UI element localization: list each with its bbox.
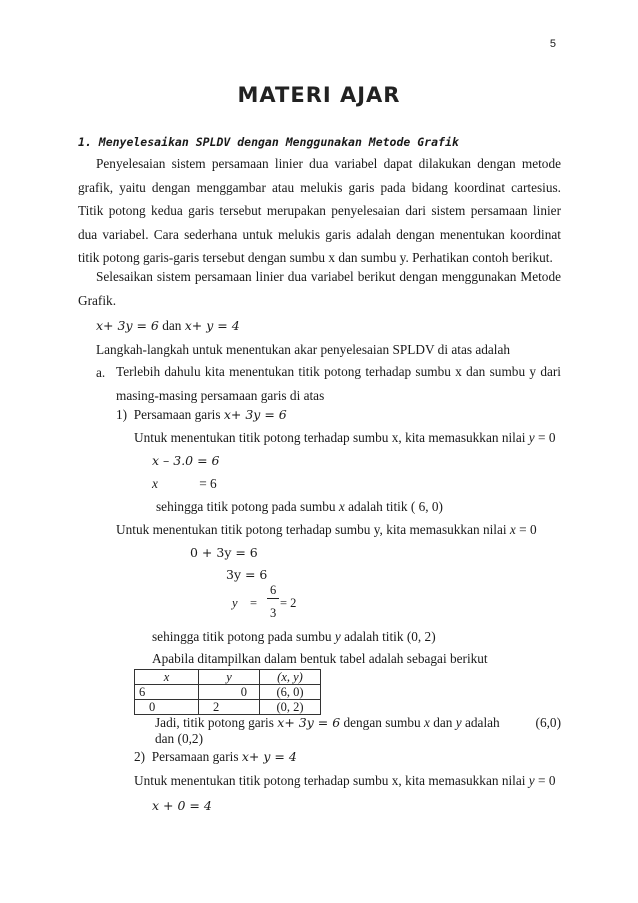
intro-paragraph (78, 152, 561, 270)
conclusion-text-3: adalah (465, 715, 500, 730)
calc5-den: 3 (270, 606, 277, 620)
x-intercept2-val: = 0 (538, 773, 556, 788)
x-intercept-val: = 0 (538, 430, 556, 445)
item2 (134, 749, 297, 765)
calc-line-1: x – 3.0 = 6 (152, 453, 220, 468)
step-a-label: a. (96, 365, 106, 380)
calc5-lhs: y (232, 596, 238, 610)
calc-line-3: 0 + 3y = 6 (190, 545, 258, 560)
system-equations (96, 318, 240, 334)
x-intercept2-var: y (528, 773, 535, 788)
calc5-result: = 2 (280, 596, 297, 610)
table-header-x: x (163, 670, 170, 684)
calc2-val: = 6 (199, 476, 217, 491)
page-title: MATERI AJAR (237, 83, 401, 107)
system-and: dan (162, 318, 182, 333)
y-intercept-var: x (509, 522, 516, 537)
x-intercept-instruction-2 (134, 773, 556, 789)
calc-line-6: x + 0 = 4 (152, 798, 212, 813)
system-eq1: x+ 3y = 6 (96, 318, 159, 333)
intercept-table (134, 669, 321, 715)
table-header-y: y (226, 670, 232, 684)
calc2-var: x (152, 476, 158, 491)
table-cell: 0 (135, 700, 199, 715)
result-y-var: y (334, 629, 341, 644)
x-intercept-instruction (134, 430, 556, 446)
calc-line-2 (152, 476, 217, 492)
intro-paragraph-text: Penyelesaian sistem persamaan linier dua variabel dapat dilakukan dengan metode grafik, yaitu dengan menggambar atau melukis garis pada bidang koordinat cartesius. Titik potong kedua garis tersebut merupakan penyelesaian dari sistem persamaan linier dua variabel. Cara sederhana untuk melukis garis adalah dengan menentukan koordinat titik potong garis-garis tersebut dengan sumbu x dan sumbu y. Perhatikan contoh berikut. (78, 156, 561, 265)
table-header-xy: (x, y) (277, 670, 303, 684)
table-row (135, 700, 321, 715)
item1-text: Persamaan garis (133, 407, 221, 422)
page-number: 5 (549, 38, 556, 50)
result-y-point: adalah titik (0, 2) (344, 629, 436, 644)
x-intercept2-text: Untuk menentukan titik potong terhadap sumbu x, kita memasukkan nilai (134, 773, 526, 788)
example-paragraph (78, 265, 561, 312)
step-a-text: Terlebih dahulu kita menentukan titik potong terhadap sumbu x dan sumbu y dari masing-masing persamaan garis di atas (116, 364, 561, 403)
conclusion-text-1: Jadi, titik potong garis (155, 715, 274, 730)
result-y-text: sehingga titik potong pada sumbu (152, 629, 332, 644)
conclusion (155, 715, 561, 731)
result-x-point: adalah titik ( 6, 0) (348, 499, 443, 514)
calc-line-4: 3y = 6 (226, 567, 268, 582)
calc5-num: 6 (270, 583, 277, 597)
table-intro: Apabila ditampilkan dalam bentuk tabel adalah sebagai berikut (152, 651, 488, 666)
table-cell: (6, 0) (260, 685, 321, 700)
conclusion-text-4: dan (0,2) (155, 731, 203, 746)
y-intercept-val: = 0 (519, 522, 537, 537)
x-intercept-var: y (528, 430, 535, 445)
item2-equation: x+ y = 4 (241, 749, 297, 764)
item1 (116, 407, 287, 423)
table-row (135, 685, 321, 700)
system-eq2: x+ y = 4 (184, 318, 240, 333)
table-header-row (135, 670, 321, 685)
result-y (152, 629, 436, 645)
conclusion-x: x (424, 715, 430, 730)
table-cell: 2 (199, 700, 260, 715)
x-intercept-text: Untuk menentukan titik potong terhadap sumbu x, kita memasukkan nilai (134, 430, 526, 445)
result-x-text: sehingga titik potong pada sumbu (156, 499, 336, 514)
item1-equation: x+ 3y = 6 (223, 407, 287, 422)
result-x-var: x (338, 499, 345, 514)
table-cell: 0 (199, 685, 260, 700)
section-heading: 1. Menyelesaikan SPLDV dengan Menggunakan Metode Grafik (78, 135, 459, 149)
y-intercept-instruction (116, 522, 537, 538)
conclusion-y: y (455, 715, 462, 730)
conclusion-dan: dan (433, 715, 453, 730)
y-intercept-text: Untuk menentukan titik potong terhadap sumbu y, kita memasukkan nilai (116, 522, 507, 537)
item2-text: Persamaan garis (151, 749, 239, 764)
table-cell: (0, 2) (260, 700, 321, 715)
result-x (156, 499, 443, 515)
conclusion-equation: x+ 3y = 6 (277, 715, 341, 730)
example-paragraph-text: Selesaikan sistem persamaan linier dua variabel berikut dengan menggunakan Metode Grafik. (78, 269, 561, 308)
conclusion-text-2: dengan sumbu (343, 715, 421, 730)
steps-intro: Langkah-langkah untuk menentukan akar penyelesaian SPLDV di atas adalah (96, 342, 511, 357)
item1-label: 1) (116, 407, 128, 422)
calc5-eq: = (250, 596, 258, 610)
conclusion-point-1: (6,0) (535, 715, 561, 730)
item2-label: 2) (134, 749, 146, 764)
table-cell: 6 (135, 685, 199, 700)
fraction-bar (267, 598, 279, 599)
